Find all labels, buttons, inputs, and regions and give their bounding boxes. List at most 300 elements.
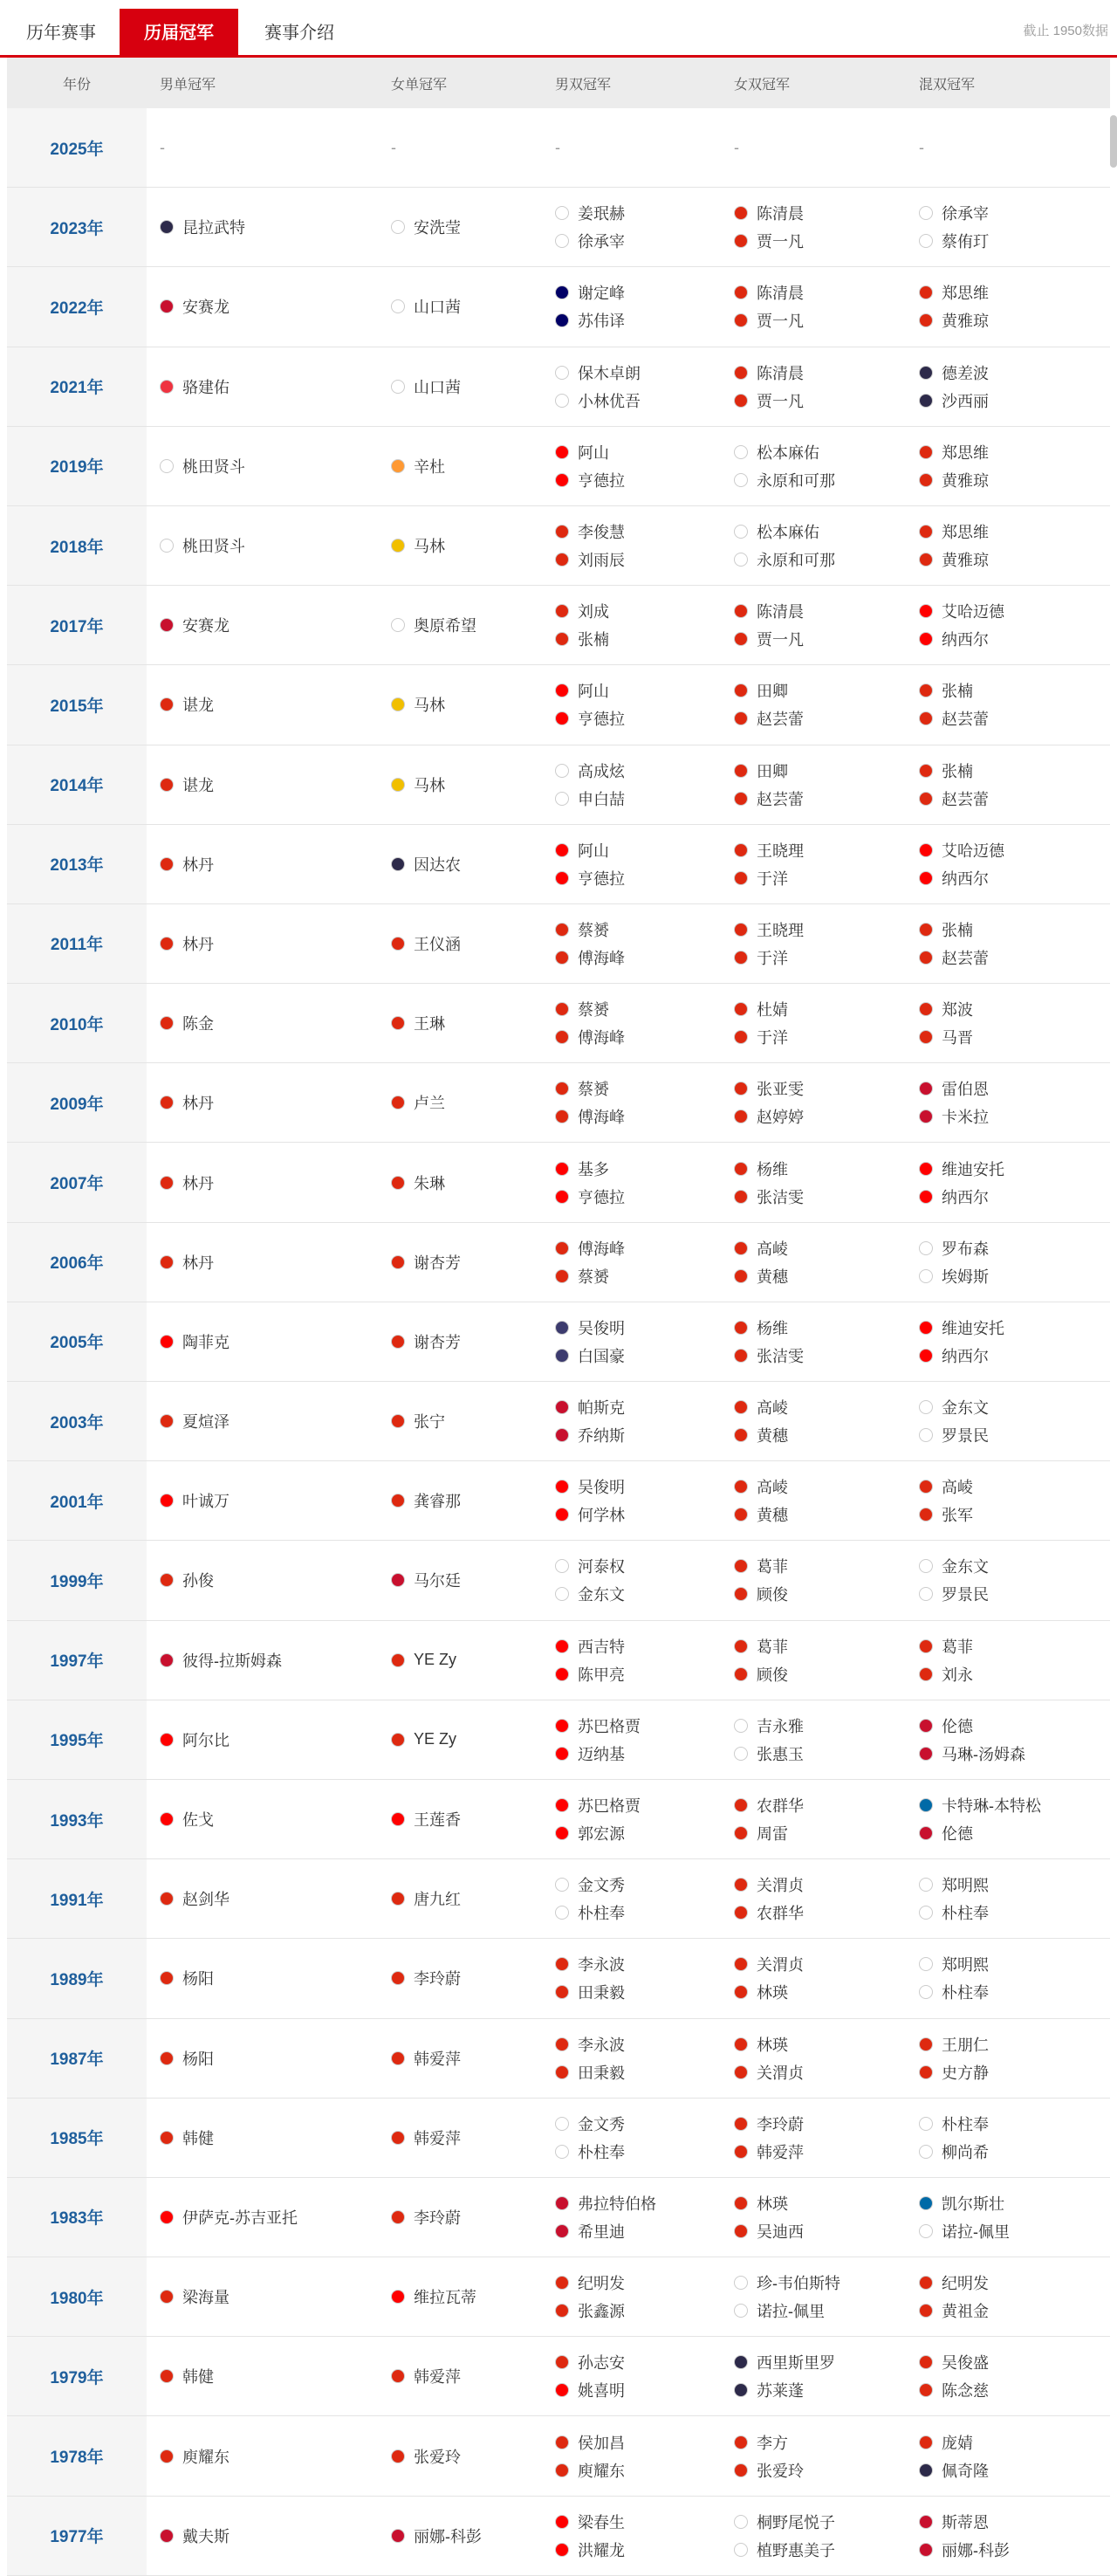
player-name: 韩爱萍: [414, 2129, 461, 2147]
player-name: 郑明熙: [942, 1956, 989, 1975]
player-name: 朴柱奉: [578, 1905, 625, 1923]
country-flag-icon: [734, 2383, 748, 2397]
table-row: [7, 904, 1110, 984]
player-name: 孙志安: [578, 2354, 625, 2373]
player-entry: [734, 1024, 906, 1050]
country-flag-icon: [391, 2290, 405, 2304]
player-entry: [734, 1951, 906, 1977]
player-name: 罗布森: [942, 1240, 989, 1258]
country-flag-icon: [555, 792, 569, 806]
player-entry: [160, 1010, 378, 1036]
country-flag-icon: [555, 1109, 569, 1123]
player-name: 赵芸蕾: [757, 790, 804, 808]
player-entry: [734, 2218, 906, 2244]
player-name: 于洋: [757, 1029, 788, 1048]
player-entry: [391, 772, 542, 798]
player-entry: [555, 1820, 721, 1846]
player-name: 王晓理: [757, 921, 804, 939]
champion-cell-ms: [147, 2204, 378, 2230]
player-entry: [391, 2363, 542, 2389]
player-entry: [734, 2537, 906, 2563]
champion-cell-ws: [378, 532, 542, 559]
player-name: 维迪安托: [942, 1160, 1004, 1178]
player-name: 朴柱奉: [942, 2115, 989, 2133]
champion-cell-ws: [378, 691, 542, 718]
country-flag-icon: [555, 2276, 569, 2290]
champion-cell-ms: [147, 374, 378, 400]
player-name: 凯尔斯壮: [942, 2195, 1004, 2213]
country-flag-icon: [734, 2145, 748, 2159]
country-flag-icon: [555, 764, 569, 778]
year-cell: 2025年: [7, 108, 147, 187]
player-entry: [919, 917, 1110, 943]
champion-cell-md: [542, 1553, 721, 1607]
player-name: 于洋: [757, 949, 788, 967]
country-flag-icon: [555, 473, 569, 487]
player-entry: [160, 374, 378, 400]
player-entry: [919, 519, 1110, 545]
player-name: 韩爱萍: [414, 2050, 461, 2068]
year-cell: 2009年: [7, 1063, 147, 1142]
tab-event-intro[interactable]: 赛事介绍: [264, 24, 334, 43]
player-entry: [734, 2031, 906, 2057]
player-name: 柳尚希: [942, 2143, 989, 2161]
player-name: 张洁雯: [757, 1188, 804, 1206]
player-entry: [734, 2349, 906, 2375]
player-name: 骆建佑: [182, 378, 230, 396]
player-entry: [391, 2443, 542, 2470]
player-entry: [555, 945, 721, 971]
champion-cell-md: [542, 598, 721, 652]
player-name: 傅海峰: [578, 1109, 625, 1127]
country-flag-icon: [734, 1480, 748, 1494]
player-entry: [734, 1899, 906, 1926]
player-name: 金东文: [942, 1558, 989, 1577]
champion-cell-wd: [721, 200, 906, 254]
year-cell: 2021年: [7, 347, 147, 426]
player-name: 韩健: [182, 2129, 214, 2147]
player-name: 贾一凡: [757, 313, 804, 331]
year-cell: 1987年: [7, 2019, 147, 2098]
player-name: 纳西尔: [942, 1188, 989, 1206]
country-flag-icon: [734, 2065, 748, 2079]
player-name: 张楠: [942, 683, 973, 701]
player-entry: [391, 1567, 542, 1593]
player-entry: [919, 546, 1110, 573]
champion-cell-ms: [147, 2284, 378, 2310]
player-entry: [555, 917, 721, 943]
player-name: -: [160, 138, 165, 156]
player-entry: [919, 2429, 1110, 2456]
country-flag-icon: [160, 2210, 174, 2224]
player-name: 诺拉-佩里: [757, 2303, 825, 2321]
year-cell: 1979年: [7, 2337, 147, 2415]
country-flag-icon: [734, 1906, 748, 1920]
player-entry: [919, 2298, 1110, 2324]
country-flag-icon: [919, 473, 933, 487]
champion-cell-xd: [906, 758, 1110, 812]
year-cell: 2019年: [7, 427, 147, 505]
player-entry: [391, 374, 542, 400]
player-entry: [919, 705, 1110, 732]
header-year: 年份: [62, 77, 91, 93]
champion-cell-xd: [906, 1473, 1110, 1528]
country-flag-icon: [919, 1985, 933, 1999]
player-name: 丽娜-科彭: [414, 2527, 482, 2545]
country-flag-icon: [160, 1892, 174, 1906]
country-flag-icon: [919, 871, 933, 885]
player-name: 林丹: [182, 1254, 214, 1272]
header-mens-doubles: 男双冠军: [555, 77, 612, 93]
champion-cell-md: [542, 1633, 721, 1687]
champion-cell-wd: [721, 134, 906, 161]
player-entry: [391, 691, 542, 718]
champion-cell-ms: [147, 1806, 378, 1832]
player-name: 永原和可那: [757, 552, 835, 570]
player-entry: [919, 1661, 1110, 1687]
country-flag-icon: [555, 1190, 569, 1204]
champion-cell-xd: [906, 1792, 1110, 1846]
player-name: 郑波: [942, 1001, 973, 1020]
player-entry: [734, 1979, 906, 2005]
player-entry: [734, 388, 906, 414]
player-name: 朴柱奉: [578, 2143, 625, 2161]
player-entry: [734, 2111, 906, 2137]
table-row: [7, 108, 1110, 188]
country-flag-icon: [391, 1812, 405, 1826]
player-name: 刘雨辰: [578, 552, 625, 570]
country-flag-icon: [160, 1971, 174, 1985]
player-name: 赵芸蕾: [942, 790, 989, 808]
champions-table: [0, 58, 1117, 2576]
country-flag-icon: [734, 1190, 748, 1204]
player-name: 唐九红: [414, 1891, 461, 1909]
champion-cell-wd: [721, 758, 906, 812]
table-row: [7, 427, 1110, 506]
player-name: 山口茜: [414, 299, 461, 317]
country-flag-icon: [555, 285, 569, 299]
country-flag-icon: [919, 1400, 933, 1414]
country-flag-icon: [919, 553, 933, 567]
player-name: 杨维: [757, 1160, 788, 1178]
player-entry: [555, 467, 721, 493]
country-flag-icon: [555, 1241, 569, 1255]
country-flag-icon: [160, 2051, 174, 2065]
country-flag-icon: [919, 1428, 933, 1442]
champion-cell-ms: [147, 1647, 378, 1673]
table-row: [7, 1302, 1110, 1382]
champion-cell-md: [542, 2349, 721, 2403]
player-entry: [555, 360, 721, 386]
country-flag-icon: [391, 1653, 405, 1667]
country-flag-icon: [734, 1957, 748, 1971]
player-name: 斯蒂恩: [942, 2513, 989, 2531]
player-entry: [555, 1661, 721, 1687]
champion-cell-ms: [147, 453, 378, 479]
champion-cell-ms: [147, 1329, 378, 1355]
player-entry: [555, 1633, 721, 1659]
player-entry: [919, 2059, 1110, 2085]
player-entry: [555, 1872, 721, 1898]
country-flag-icon: [160, 2449, 174, 2463]
player-entry: [555, 1792, 721, 1818]
player-name: 张宁: [414, 1413, 445, 1432]
champion-cell-xd: [906, 677, 1110, 732]
player-name: 徐承宰: [942, 205, 989, 223]
country-flag-icon: [160, 857, 174, 871]
player-name: 林瑛: [757, 1984, 788, 2002]
player-name: 吴俊明: [578, 1319, 625, 1337]
country-flag-icon: [919, 1109, 933, 1123]
country-flag-icon: [919, 2435, 933, 2449]
champion-cell-xd: [906, 2349, 1110, 2403]
country-flag-icon: [391, 1414, 405, 1428]
player-name: 纪明发: [578, 2275, 625, 2293]
player-name: 伦德: [942, 1825, 973, 1844]
player-name: 艾哈迈德: [942, 841, 1004, 860]
country-flag-icon: [734, 1030, 748, 1044]
country-flag-icon: [555, 1508, 569, 1522]
country-flag-icon: [555, 1587, 569, 1601]
player-name: 贾一凡: [757, 233, 804, 251]
player-name: 郑思维: [942, 443, 989, 462]
player-entry: [734, 1184, 906, 1210]
player-name: 蔡赟: [578, 1001, 609, 1020]
year-cell: 1999年: [7, 1541, 147, 1619]
champion-cell-ms: [147, 1886, 378, 1912]
player-name: 何学林: [578, 1507, 625, 1525]
country-flag-icon: [391, 1892, 405, 1906]
table-row: [7, 1382, 1110, 1461]
player-entry: [919, 1553, 1110, 1579]
country-flag-icon: [555, 1826, 569, 1840]
player-name: 田卿: [757, 762, 788, 780]
player-entry: [919, 1741, 1110, 1767]
player-name: 张爱玲: [414, 2448, 461, 2466]
country-flag-icon: [391, 1016, 405, 1030]
country-flag-icon: [160, 778, 174, 792]
table-row: [7, 2178, 1110, 2257]
player-name: 顾俊: [757, 1666, 788, 1684]
country-flag-icon: [555, 206, 569, 220]
champion-cell-xd: [906, 2509, 1110, 2563]
player-entry: [391, 2523, 542, 2549]
country-flag-icon: [391, 2131, 405, 2145]
player-name: 张爱玲: [757, 2462, 804, 2480]
player-name: 关渭贞: [757, 1956, 804, 1975]
player-entry: [734, 1075, 906, 1102]
player-entry: [919, 1713, 1110, 1739]
player-entry: [734, 279, 906, 306]
champion-cell-ws: [378, 772, 542, 798]
player-entry: [919, 2457, 1110, 2483]
year-cell: 1980年: [7, 2257, 147, 2336]
tab-history-events[interactable]: 历年赛事: [26, 24, 96, 43]
player-entry: [160, 293, 378, 319]
country-flag-icon: [919, 632, 933, 646]
scrollbar[interactable]: [1110, 115, 1117, 168]
champion-cell-md: [542, 134, 721, 161]
champion-cell-ws: [378, 1567, 542, 1593]
player-entry: [160, 1329, 378, 1355]
player-entry: [919, 1343, 1110, 1369]
player-name: 蔡侑玎: [942, 233, 989, 251]
country-flag-icon: [555, 2543, 569, 2557]
player-name: 夏煊泽: [182, 1413, 230, 1432]
champion-cell-xd: [906, 1315, 1110, 1369]
champion-cell-ws: [378, 1487, 542, 1514]
country-flag-icon: [734, 1002, 748, 1016]
champion-cell-ms: [147, 691, 378, 718]
year-cell: 1978年: [7, 2416, 147, 2495]
champion-cell-xd: [906, 279, 1110, 333]
player-name: 陈清晨: [757, 285, 804, 303]
player-entry: [391, 214, 542, 240]
country-flag-icon: [391, 1176, 405, 1190]
player-entry: [160, 453, 378, 479]
country-flag-icon: [919, 1269, 933, 1283]
header-mens-singles: 男单冠军: [160, 77, 216, 93]
player-entry: [391, 1170, 542, 1196]
year-cell: 1991年: [7, 1859, 147, 1938]
country-flag-icon: [734, 792, 748, 806]
champion-cell-md: [542, 758, 721, 812]
player-entry: [160, 214, 378, 240]
player-entry: [919, 439, 1110, 465]
player-entry: [919, 1979, 1110, 2005]
player-entry: [919, 2190, 1110, 2216]
table-body: [7, 108, 1110, 2576]
champion-cell-xd: [906, 2190, 1110, 2244]
player-entry: [919, 786, 1110, 812]
country-flag-icon: [919, 2463, 933, 2477]
player-name: 王琳: [414, 1015, 445, 1034]
year-cell: 2010年: [7, 984, 147, 1062]
player-name: 辛杜: [414, 457, 445, 476]
player-entry: [555, 2031, 721, 2057]
champion-cell-md: [542, 2111, 721, 2165]
table-row: [7, 825, 1110, 904]
country-flag-icon: [555, 525, 569, 539]
player-entry: [919, 2218, 1110, 2244]
player-name: 卡特琳-本特松: [942, 1797, 1041, 1816]
player-name: 赵芸蕾: [757, 711, 804, 729]
year-cell: 2015年: [7, 665, 147, 744]
player-name: 赵婷婷: [757, 1109, 804, 1127]
country-flag-icon: [919, 2037, 933, 2051]
country-flag-icon: [555, 1878, 569, 1892]
country-flag-icon: [391, 2529, 405, 2543]
player-name: 傅海峰: [578, 949, 625, 967]
player-entry: [391, 134, 542, 161]
country-flag-icon: [160, 1733, 174, 1747]
player-name: 吴俊盛: [942, 2354, 989, 2373]
country-flag-icon: [160, 2529, 174, 2543]
table-row: [7, 506, 1110, 586]
champion-cell-wd: [721, 1633, 906, 1687]
country-flag-icon: [555, 1082, 569, 1096]
country-flag-icon: [160, 220, 174, 234]
player-entry: [555, 1581, 721, 1607]
player-entry: [555, 1343, 721, 1369]
player-name: 黄祖金: [942, 2303, 989, 2321]
player-entry: [391, 1249, 542, 1275]
player-entry: [555, 705, 721, 732]
player-entry: [555, 786, 721, 812]
champion-cell-ms: [147, 2523, 378, 2549]
country-flag-icon: [555, 1269, 569, 1283]
country-flag-icon: [555, 843, 569, 857]
country-flag-icon: [391, 697, 405, 711]
country-flag-icon: [734, 843, 748, 857]
player-entry: [734, 1473, 906, 1500]
champion-cell-md: [542, 1473, 721, 1528]
player-name: 谌龙: [182, 697, 214, 715]
player-name: 周雷: [757, 1825, 788, 1844]
player-entry: [555, 1741, 721, 1767]
champion-cell-ws: [378, 1249, 542, 1275]
player-entry: [734, 1422, 906, 1448]
player-entry: [555, 307, 721, 333]
country-flag-icon: [391, 380, 405, 394]
country-flag-icon: [919, 1639, 933, 1653]
country-flag-icon: [919, 2543, 933, 2557]
table-row: [7, 1063, 1110, 1143]
champion-cell-md: [542, 439, 721, 493]
player-entry: [919, 467, 1110, 493]
country-flag-icon: [734, 394, 748, 408]
player-entry: [555, 1075, 721, 1102]
country-flag-icon: [734, 2355, 748, 2369]
player-name: 于洋: [757, 869, 788, 888]
table-row: [7, 2257, 1110, 2337]
player-entry: [919, 1792, 1110, 1818]
table-row: [7, 1223, 1110, 1302]
country-flag-icon: [555, 1349, 569, 1363]
country-flag-icon: [919, 604, 933, 618]
player-name: 松本麻佑: [757, 443, 819, 462]
player-name: 葛菲: [757, 1558, 788, 1577]
country-flag-icon: [734, 1667, 748, 1681]
player-entry: [919, 228, 1110, 254]
country-flag-icon: [391, 1255, 405, 1269]
player-name: 桐野尾悦子: [757, 2513, 835, 2531]
country-flag-icon: [919, 1826, 933, 1840]
player-name: 金文秀: [578, 1877, 625, 1895]
year-cell: 2017年: [7, 586, 147, 664]
player-name: 李玲蔚: [414, 2208, 461, 2227]
champion-cell-wd: [721, 1235, 906, 1289]
country-flag-icon: [555, 234, 569, 248]
player-name: 亨德拉: [578, 711, 625, 729]
tab-past-champions[interactable]: 历届冠军: [120, 9, 238, 58]
player-name: 陈金: [182, 1015, 214, 1034]
player-name: 张楠: [578, 631, 609, 649]
player-name: 庾耀东: [578, 2462, 625, 2480]
player-name: 张楠: [942, 921, 973, 939]
champion-cell-md: [542, 1394, 721, 1448]
table-row: [7, 2497, 1110, 2576]
country-flag-icon: [160, 380, 174, 394]
country-flag-icon: [919, 2355, 933, 2369]
player-name: 黄穗: [757, 1507, 788, 1525]
champion-cell-xd: [906, 1156, 1110, 1210]
country-flag-icon: [734, 1241, 748, 1255]
player-entry: [919, 1075, 1110, 1102]
table-row: [7, 1541, 1110, 1620]
year-cell: 1985年: [7, 2099, 147, 2177]
country-flag-icon: [919, 2145, 933, 2159]
